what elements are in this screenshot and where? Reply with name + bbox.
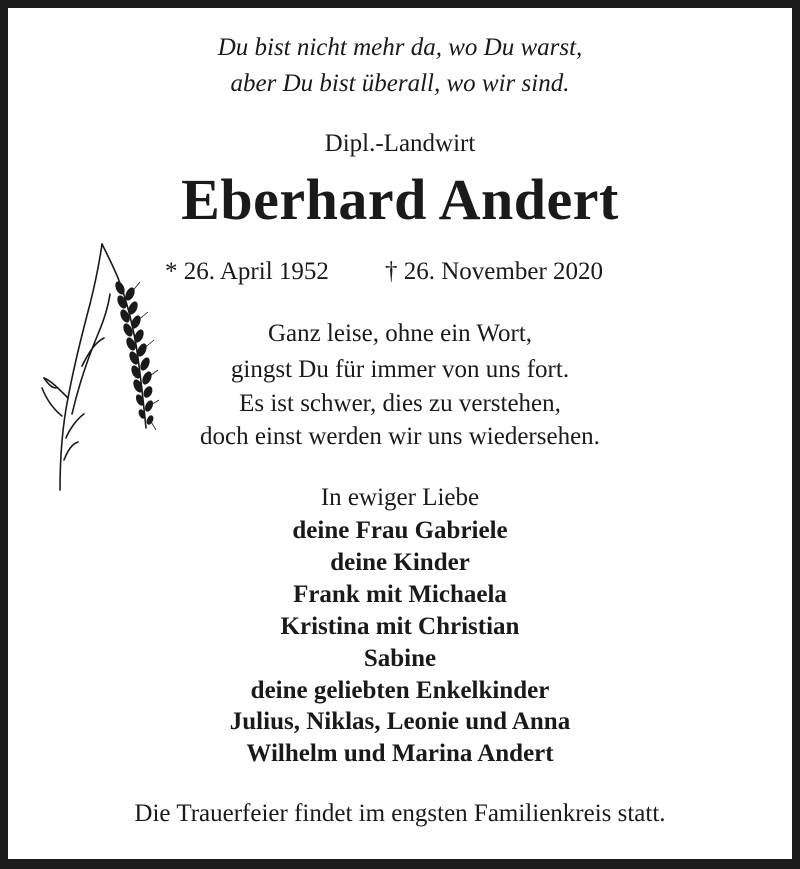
- family-intro: In ewiger Liebe: [320, 484, 480, 511]
- family-member: deine Frau Gabriele: [292, 517, 508, 544]
- birth-date: * 26. April 1952: [165, 258, 329, 285]
- poem-line-1: Ganz leise, ohne ein Wort,: [267, 320, 533, 347]
- family-member: Kristina mit Christian: [280, 613, 520, 640]
- family-member: Julius, Niklas, Leonie und Anna: [229, 708, 571, 735]
- poem-line-2: gingst Du für immer von uns fort.: [230, 356, 570, 383]
- family-member: Sabine: [363, 645, 437, 672]
- family-member: Frank mit Michaela: [293, 581, 507, 608]
- family-member: deine Kinder: [330, 549, 470, 576]
- motto-line-1: Du bist nicht mehr da, wo Du warst,: [217, 34, 583, 61]
- deceased-name: Eberhard Andert: [181, 167, 619, 232]
- academic-title: Dipl.-Landwirt: [324, 130, 476, 157]
- family-member: deine geliebten Enkelkinder: [250, 677, 550, 704]
- poem-line-4: doch einst werden wir uns wiedersehen.: [200, 423, 600, 450]
- motto-line-2: aber Du bist überall, wo wir sind.: [230, 70, 570, 97]
- death-date: † 26. November 2020: [385, 258, 604, 285]
- funeral-notice: Die Trauerfeier findet im engsten Familienkreis statt.: [134, 800, 666, 827]
- poem-line-3: Es ist schwer, dies zu verstehen,: [239, 390, 561, 417]
- family-member: Wilhelm und Marina Andert: [246, 740, 554, 767]
